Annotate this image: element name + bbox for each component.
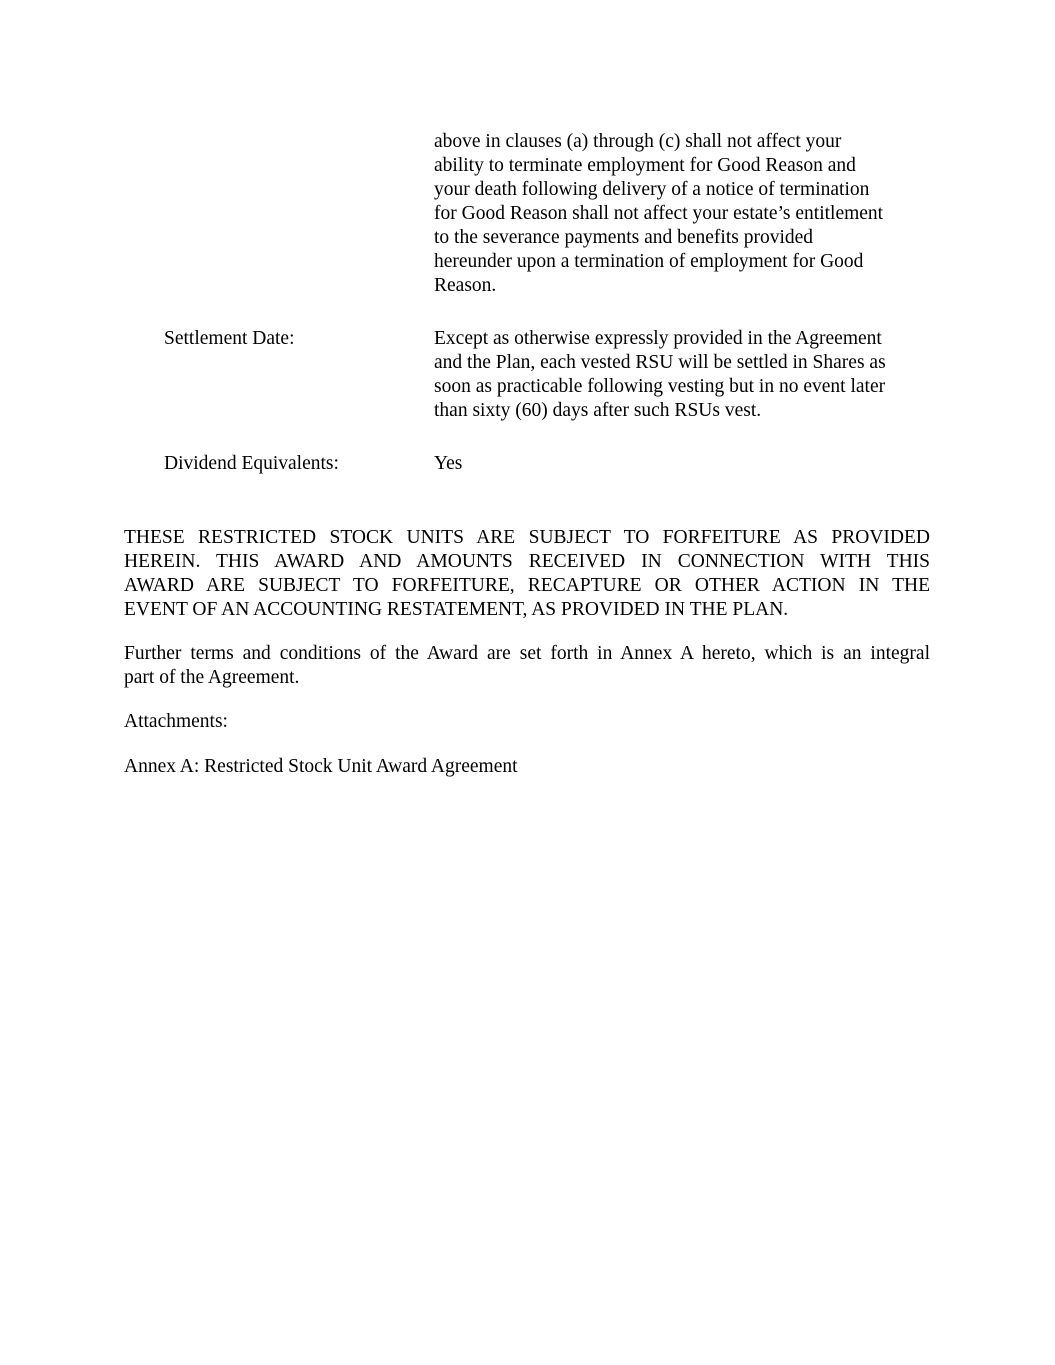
- paragraph-line: than sixty (60) days after such RSUs vest.: [434, 400, 762, 421]
- paragraph-line: your death following delivery of a notice of termination: [434, 179, 870, 200]
- paragraph-line: Reason.: [434, 275, 497, 296]
- paragraph-line: EVENT OF AN ACCOUNTING RESTATEMENT, AS PROVIDED IN THE PLAN.: [124, 599, 789, 620]
- dividend-equivalents-answer: Yes: [434, 453, 463, 474]
- paragraph-line: to the severance payments and benefits provided: [434, 227, 814, 248]
- paragraph-line: THESE RESTRICTED STOCK UNITS ARE SUBJECT TO FORFEITURE AS PROVIDED: [124, 527, 930, 548]
- settlement-date-label: Settlement Date:: [164, 328, 295, 349]
- paragraph-line: hereunder upon a termination of employment for Good: [434, 251, 864, 272]
- annex-a-text: Annex A: Restricted Stock Unit Award Agreement: [124, 756, 518, 777]
- further-terms-paragraph: [124, 642, 930, 690]
- settlement-date-value: [434, 327, 934, 423]
- paragraph-line: Except as otherwise expressly provided in the Agreement: [434, 328, 882, 349]
- paragraph-line: above in clauses (a) through (c) shall not affect your: [434, 131, 842, 152]
- good-reason-continuation-paragraph: [434, 130, 934, 298]
- forfeiture-notice: [124, 526, 930, 622]
- dividend-equivalents-label: Dividend Equivalents:: [164, 453, 339, 474]
- attachments-heading: [124, 710, 930, 734]
- paragraph-line: HEREIN. THIS AWARD AND AMOUNTS RECEIVED IN CONNECTION WITH THIS: [124, 551, 930, 572]
- paragraph-line: for Good Reason shall not affect your estate’s entitlement: [434, 203, 884, 224]
- dividend-equivalents-value: [434, 452, 934, 476]
- paragraph-line: AWARD ARE SUBJECT TO FORFEITURE, RECAPTURE OR OTHER ACTION IN THE: [124, 575, 930, 596]
- paragraph-line: ability to terminate employment for Good Reason and: [434, 155, 856, 176]
- annex-a-line: [124, 755, 930, 779]
- paragraph-line: soon as practicable following vesting but in no event later: [434, 376, 886, 397]
- attachments-heading-text: Attachments:: [124, 711, 228, 732]
- paragraph-line: part of the Agreement.: [124, 667, 300, 688]
- paragraph-line: and the Plan, each vested RSU will be settled in Shares as: [434, 352, 886, 373]
- paragraph-line: Further terms and conditions of the Award are set forth in Annex A hereto, which is an integral: [124, 643, 930, 664]
